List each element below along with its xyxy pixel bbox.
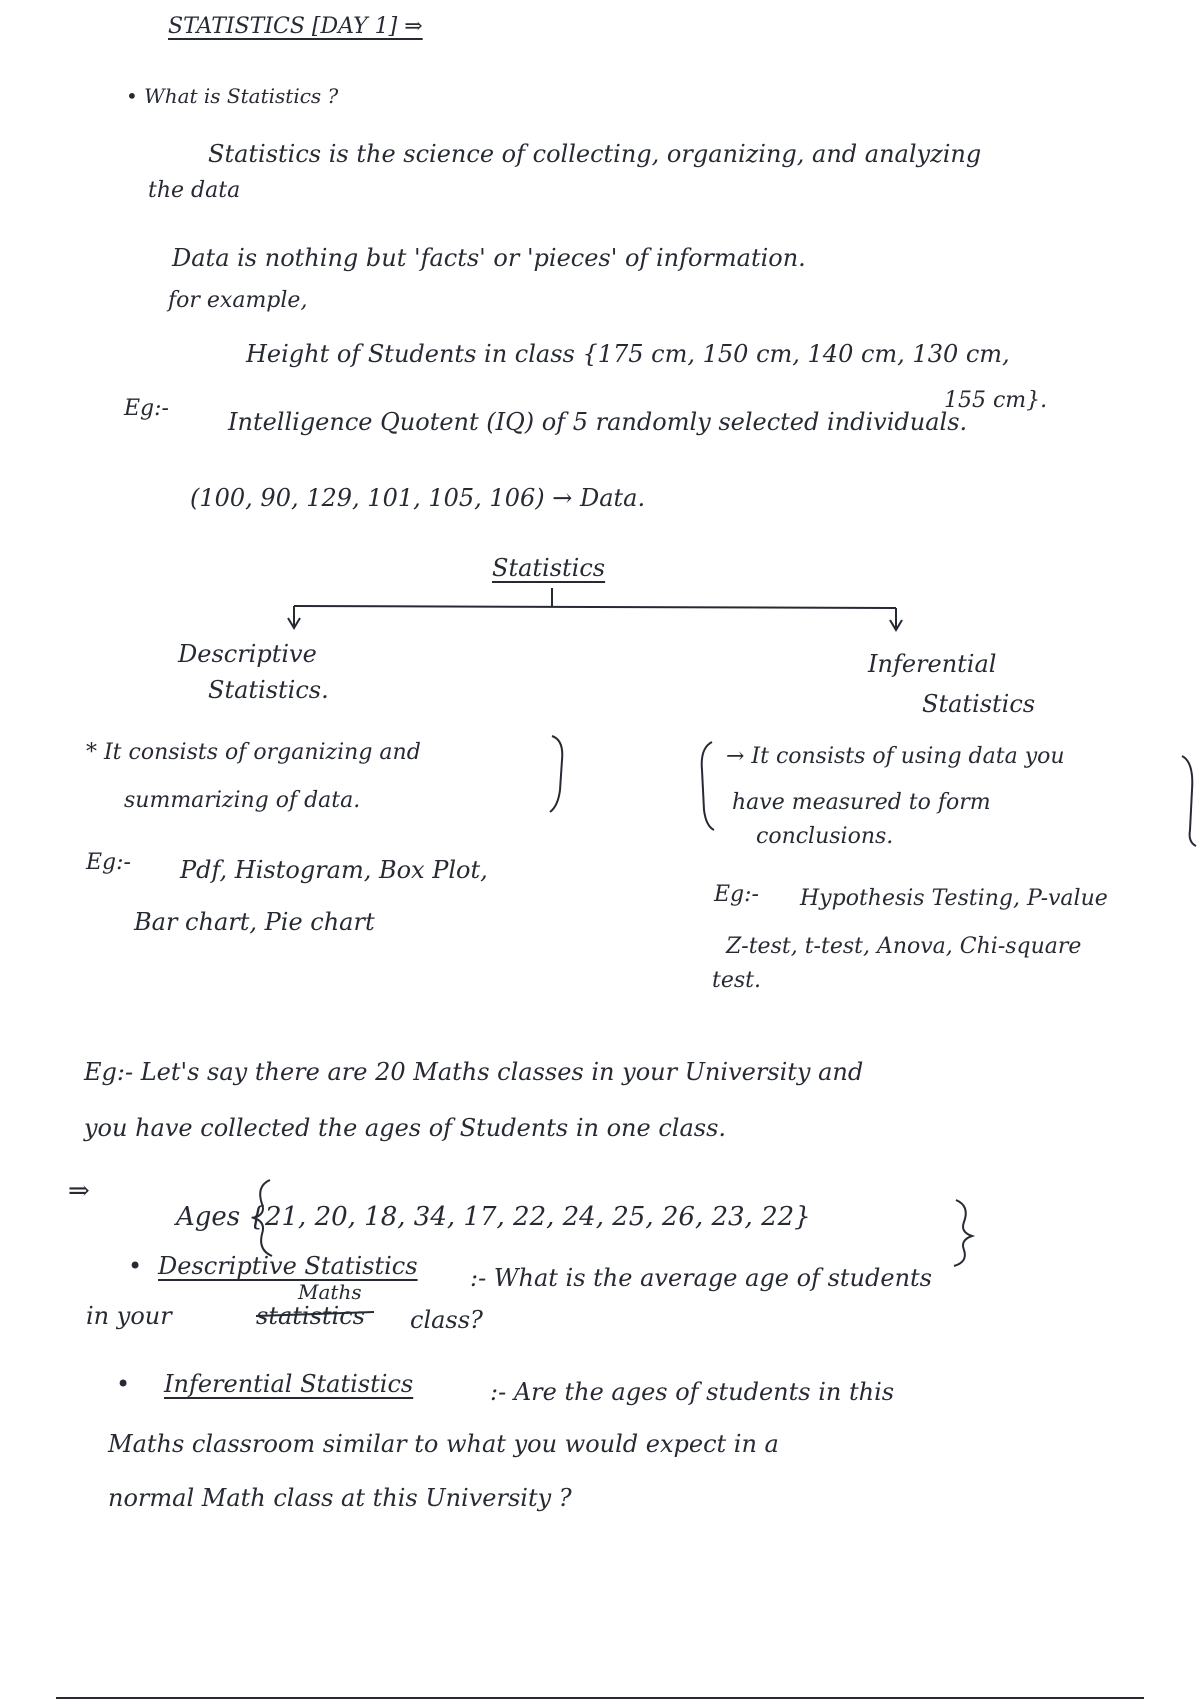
- iq-example-label: Eg:-: [124, 396, 169, 421]
- inferential-right-brace: [1182, 756, 1196, 846]
- descriptive-question-struck: statistics: [256, 1302, 365, 1330]
- descriptive-question-label: Descriptive Statistics: [158, 1252, 418, 1280]
- descriptive-eg-label: Eg:-: [86, 850, 131, 875]
- height-example-line-2: 155 cm}.: [944, 388, 1048, 413]
- inferential-question-label: Inferential Statistics: [164, 1370, 414, 1398]
- tree-branch: [294, 606, 896, 608]
- inferential-line-2: have measured to form: [732, 790, 991, 815]
- inferential-question-text: :- Are the ages of students in this: [490, 1378, 895, 1406]
- inferential-eg-label: Eg:-: [714, 882, 759, 907]
- tree-right-line-1: Inferential: [868, 650, 997, 678]
- inferential-eg-line-1: Hypothesis Testing, P-value: [800, 886, 1108, 911]
- inferential-question-bullet: •: [116, 1370, 131, 1398]
- tree-left-line-1: Descriptive: [178, 640, 317, 668]
- inferential-question-line-2: Maths classroom similar to what you would expect in a: [108, 1430, 779, 1458]
- tree-left-line-2: Statistics.: [208, 676, 329, 704]
- data-definition-line-1: Data is nothing but 'facts' or 'pieces' of information.: [172, 244, 806, 272]
- example2-line-2: you have collected the ages of Students in one class.: [84, 1114, 727, 1142]
- ages-right-brace: [954, 1200, 972, 1266]
- inferential-question-line-3: normal Math class at this University ?: [108, 1484, 572, 1512]
- iq-example-line-2: (100, 90, 129, 101, 105, 106) → Data.: [190, 484, 646, 512]
- descriptive-question-bullet: •: [128, 1252, 143, 1280]
- descriptive-line-1: * It consists of organizing and: [86, 740, 421, 765]
- descriptive-right-brace: [550, 736, 562, 812]
- ages-list: Ages {21, 20, 18, 34, 17, 22, 24, 25, 26, 23, 22}: [176, 1202, 811, 1232]
- height-example-line-1: Height of Students in class {175 cm, 150 cm, 140 cm, 130 cm,: [246, 340, 1010, 368]
- example2-line-1: Eg:- Let's say there are 20 Maths classes in your University and: [84, 1058, 864, 1086]
- inferential-eg-line-2: Z-test, t-test, Anova, Chi-square: [726, 934, 1082, 959]
- example2-arrow: ⇒: [68, 1176, 90, 1206]
- inferential-line-1: → It consists of using data you: [726, 744, 1065, 769]
- descriptive-question-insert: Maths: [298, 1280, 362, 1304]
- definition-line-2: the data: [148, 178, 241, 203]
- tree-right-line-2: Statistics: [922, 690, 1036, 718]
- inferential-eg-line-3: test.: [712, 968, 761, 993]
- descriptive-eg-line-1: Pdf, Histogram, Box Plot,: [180, 856, 488, 884]
- descriptive-eg-line-2: Bar chart, Pie chart: [134, 908, 375, 936]
- data-definition-line-2: for example,: [168, 288, 308, 313]
- page-heading: STATISTICS [DAY 1] ⇒: [168, 14, 423, 39]
- descriptive-question-in-your: in your: [86, 1302, 172, 1330]
- descriptive-question-tail: class?: [410, 1306, 483, 1334]
- descriptive-question-text: :- What is the average age of students: [470, 1264, 932, 1292]
- iq-example-line-1: Intelligence Quotent (IQ) of 5 randomly selected individuals.: [228, 408, 968, 436]
- inferential-line-3: conclusions.: [756, 824, 894, 849]
- question-what-is-statistics: • What is Statistics ?: [126, 84, 339, 108]
- tree-root-statistics: Statistics: [492, 554, 606, 582]
- definition-line-1: Statistics is the science of collecting, organizing, and analyzing: [208, 140, 982, 168]
- descriptive-line-2: summarizing of data.: [124, 788, 361, 813]
- inferential-left-brace: [702, 742, 714, 830]
